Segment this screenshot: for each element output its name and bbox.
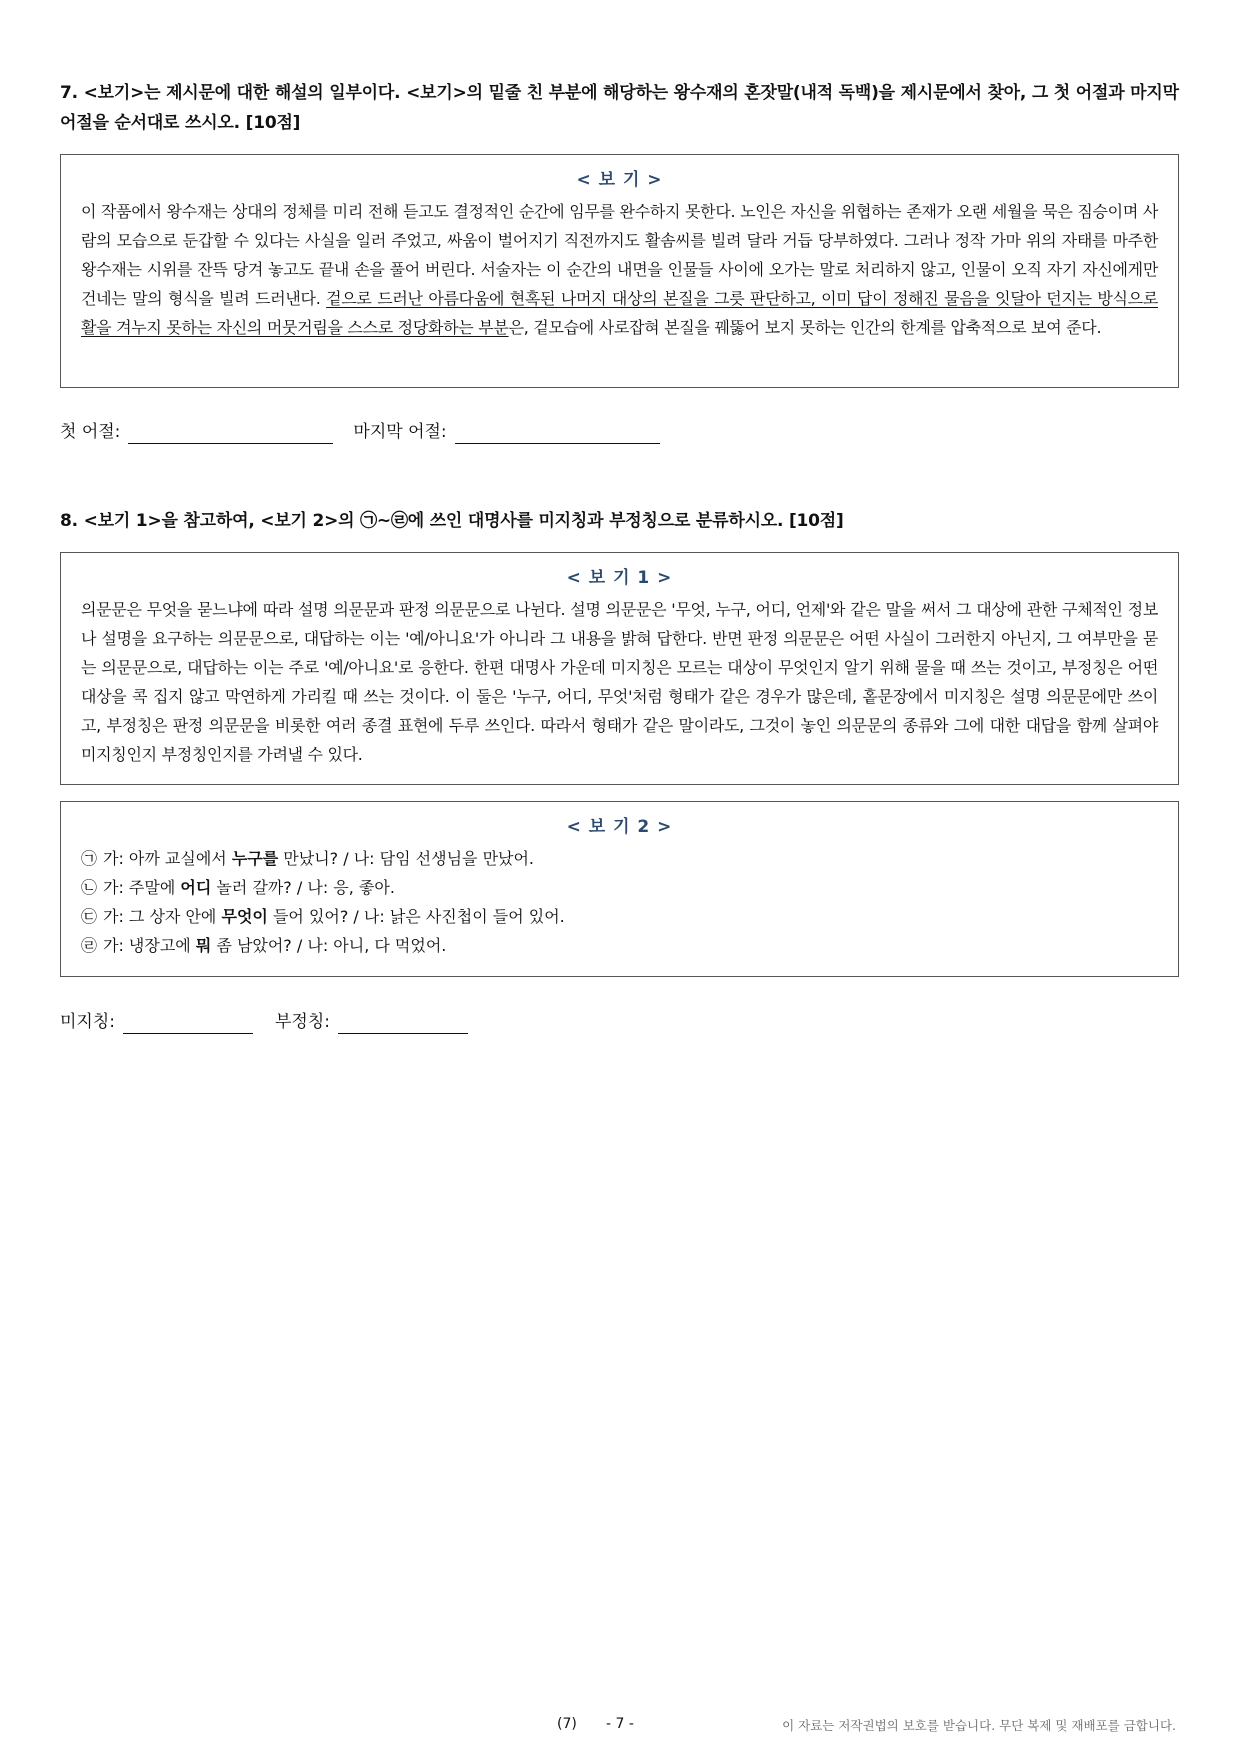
pronoun-c: 무엇이 <box>221 907 268 926</box>
question-8-example-box-1 <box>60 552 1179 785</box>
pronoun-b: 어디 <box>180 878 212 897</box>
marker-b: ㉡ <box>81 878 98 897</box>
question-7-answer-row <box>60 420 660 444</box>
first-word-blank[interactable] <box>128 423 333 444</box>
indefinite-blank[interactable] <box>338 1013 468 1034</box>
indefinite-label: 부정칭: <box>275 1012 330 1032</box>
example-line-b: ㉡ 가: 주말에 어디 놀러 갈까? / 나: 응, 좋아. <box>81 873 1158 902</box>
example-box-2-title: < 보 기 2 > <box>566 817 673 837</box>
question-7-prompt: 7. <보기>는 제시문에 대한 해설의 일부이다. <보기>의 밑줄 친 부분에 해당하는 왕수재의 혼잣말(내적 독백)을 제시문에서 찾아, 그 첫 어절과 마지막 어절을 순서대로 쓰시오. [10점] <box>60 83 1179 133</box>
example-box-1-text: 의문문은 무엇을 묻느냐에 따라 설명 의문문과 판정 의문문으로 나뉜다. 설명 의문문은 '무엇, 누구, 어디, 언제'와 같은 말을 써서 그 대상에 관한 구체적인 정보나 설명을 요구하는 의문문으로, 대답하는 이는 '예/아니요'가 아니라 그 내용을 밝혀 답한다. 반면 판정 의문문은 어떤 사실이 그러한지 아닌지, 그 여부만을 묻는 의문문으로, 대답하는 이는 주로 '예/아니요'로 응한다. 한편 대명사 가운데 미지칭은 모르는 대상이 무엇인지 알기 위해 물을 때 쓰는 것이고, 부정칭은 어떤 대상을 콕 집지 않고 막연하게 가리킬 때 쓰는 것이다. 이 둘은 '누구, 어디, 무엇'처럼 형태가 같은 경우가 많은데, 홑문장에서 미지칭은 설명 의문문에만 쓰이고, 부정칭은 판정 의문문을 비롯한 여러 종결 표현에 두루 쓰인다. 따라서 형태가 같은 말이라도, 그것이 놓인 의문문의 종류와 그에 대한 대답을 함께 살펴야 미지칭인지 부정칭인지를 가려낼 수 있다. <box>81 600 1158 764</box>
example-box-title: < 보 기 > <box>576 170 663 190</box>
marker-d: ㉣ <box>81 936 98 955</box>
pronoun-a: 누구를 <box>231 849 279 868</box>
question-7-example-box <box>60 154 1179 388</box>
example-line-c: ㉢ 가: 그 상자 안에 무엇이 들어 있어? / 나: 낡은 사진첩이 들어 있어. <box>81 902 1158 931</box>
last-word-label: 마지막 어절: <box>353 422 447 442</box>
pronoun-d: 뭐 <box>195 936 212 955</box>
copyright-notice: 이 자료는 저작권법의 보호를 받습니다. 무단 복제 및 재배포를 금합니다. <box>782 1718 1176 1733</box>
page-number: (7) <box>557 1716 577 1732</box>
example-line-d: ㉣ 가: 냉장고에 뭐 좀 남았어? / 나: 아니, 다 먹었어. <box>81 931 1158 960</box>
marker-a: ㉠ <box>81 849 98 868</box>
last-word-blank[interactable] <box>455 423 660 444</box>
example-line-a: ㉠ 가: 아까 교실에서 누구를 만났니? / 나: 담임 선생님을 만났어. <box>81 844 1158 873</box>
question-8-prompt: 8. <보기 1>을 참고하여, <보기 2>의 ㉠~㉣에 쓰인 대명사를 미지칭과 부정칭으로 분류하시오. [10점] <box>60 511 844 531</box>
interrogative-blank[interactable] <box>123 1013 253 1034</box>
underlined-passage: 겉으로 드러난 아름다움에 현혹된 나머지 대상의 본질을 그릇 판단하고, 이미 답이 정해진 물음을 잇달아 던지는 방식으로 활을 겨누지 못하는 자신의 머뭇거림을 스스로 정당화하는 부분 <box>81 289 1158 337</box>
marker-c: ㉢ <box>81 907 98 926</box>
interrogative-label: 미지칭: <box>60 1012 115 1032</box>
first-word-label: 첫 어절: <box>60 422 121 442</box>
example-text-before: 이 작품에서 왕수재는 상대의 정체를 미리 전해 듣고도 결정적인 순간에 임무를 완수하지 못한다. 노인은 자신을 위협하는 존재가 오랜 세월을 묵은 짐승이며 사람의 모습으로 둔갑할 수 있다는 사실을 일러 주었고, 싸움이 벌어지기 직전까지도 활솜씨를 빌려 달라 거듭 당부하였다. 그러나 정작 가마 위의 자태를 마주한 왕수재는 시위를 잔뜩 당겨 놓고도 끝내 손을 풀어 버린다. 서술자는 이 순간의 내면을 인물들 사이에 오가는 말로 처리하지 않고, 인물이 오직 자기 자신에게만 건네는 말의 형식을 빌려 드러낸다. <box>81 202 1158 308</box>
question-8-example-box-2 <box>60 801 1179 977</box>
example-text-after: 은, 겉모습에 사로잡혀 본질을 꿰뚫어 보지 못하는 인간의 한계를 압축적으로 보여 준다. <box>508 318 1102 337</box>
example-box-text <box>81 197 1158 342</box>
example-box-1-title: < 보 기 1 > <box>566 568 673 588</box>
exam-page <box>60 0 1181 1754</box>
question-8-answer-row <box>60 1010 468 1034</box>
page-dash-number: - 7 - <box>606 1716 634 1732</box>
